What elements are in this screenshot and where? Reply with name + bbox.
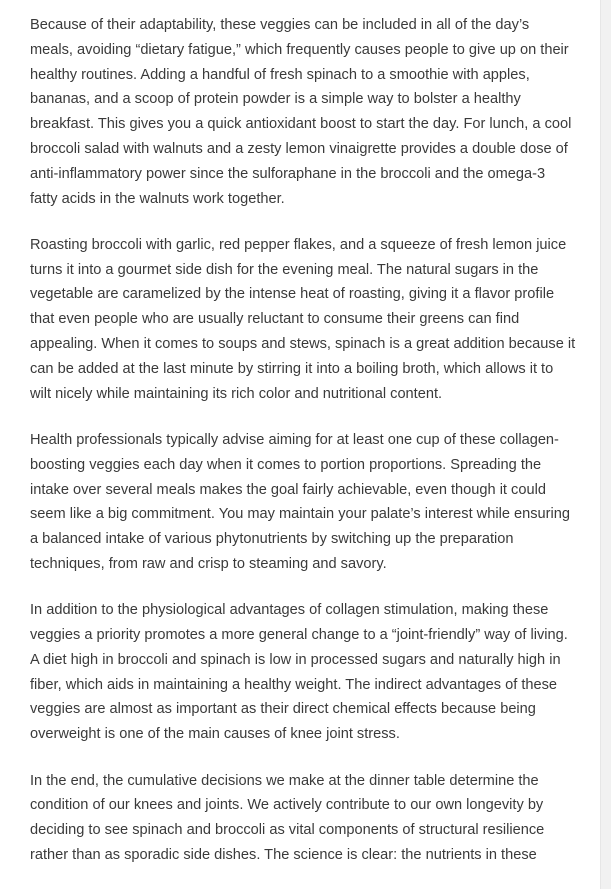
paragraph-roasting-broccoli: Roasting broccoli with garlic, red pepper flakes, and a squeeze of fresh lemon juice turns it into a gourmet side dish for the evening meal. The natural sugars in the vegetable are caramelized by the intense heat of roasting, giving it a flavor profile that even people who are usually reluctant to consume their greens can find appealing. When it comes to soups and stews, spinach is a great addition because it can be added at the last minute by stirring it into a boiling broth, which allows it to wilt nicely while maintaining its rich color and nutritional content. (30, 236, 576, 402)
article-body (30, 13, 576, 889)
paragraph-conclusion: In the end, the cumulative decisions we make at the dinner table determine the condition of our knees and joints. We actively contribute to our own longevity by deciding to see spinach and broccoli as vital components of structural resilience rather than as sporadic side dishes. The science is clear: the nutrients in these (30, 772, 545, 863)
paragraph-joint-friendly-living: In addition to the physiological advantages of collagen stimulation, making these veggies a priority promotes a more general change to a “joint-friendly” way of living. A diet high in broccoli and spinach is low in processed sugars and naturally high in fiber, which aids in maintaining a healthy weight. The indirect advantages of these veggies are almost as important as their direct chemical effects because being overweight is one of the main causes of knee joint stress. (30, 602, 568, 743)
vertical-scrollbar[interactable] (600, 0, 611, 889)
paragraph-meal-adaptability: Because of their adaptability, these veggies can be included in all of the day’s meals, avoiding “dietary fatigue,” which frequently causes people to give up on their healthy routines. Adding a handful of fresh spinach to a smoothie with apples, bananas, and a scoop of protein powder is a simple way to bolster a healthy breakfast. This gives you a quick antioxidant boost to start the day. For lunch, a cool broccoli salad with walnuts and a zesty lemon vinaigrette provides a double dose of anti-inflammatory power since the sulforaphane in the broccoli and the omega-3 fatty acids in the walnuts work together. (30, 17, 572, 207)
paragraph-portion-advice: Health professionals typically advise aiming for at least one cup of these collagen-boosting veggies each day when it comes to portion proportions. Spreading the intake over several meals makes the goal fairly achievable, even though it could seem like a big commitment. You may maintain your palate’s interest while ensuring a balanced intake of various phytonutrients by switching up the preparation techniques, from raw and crisp to steaming and savory. (30, 431, 570, 572)
